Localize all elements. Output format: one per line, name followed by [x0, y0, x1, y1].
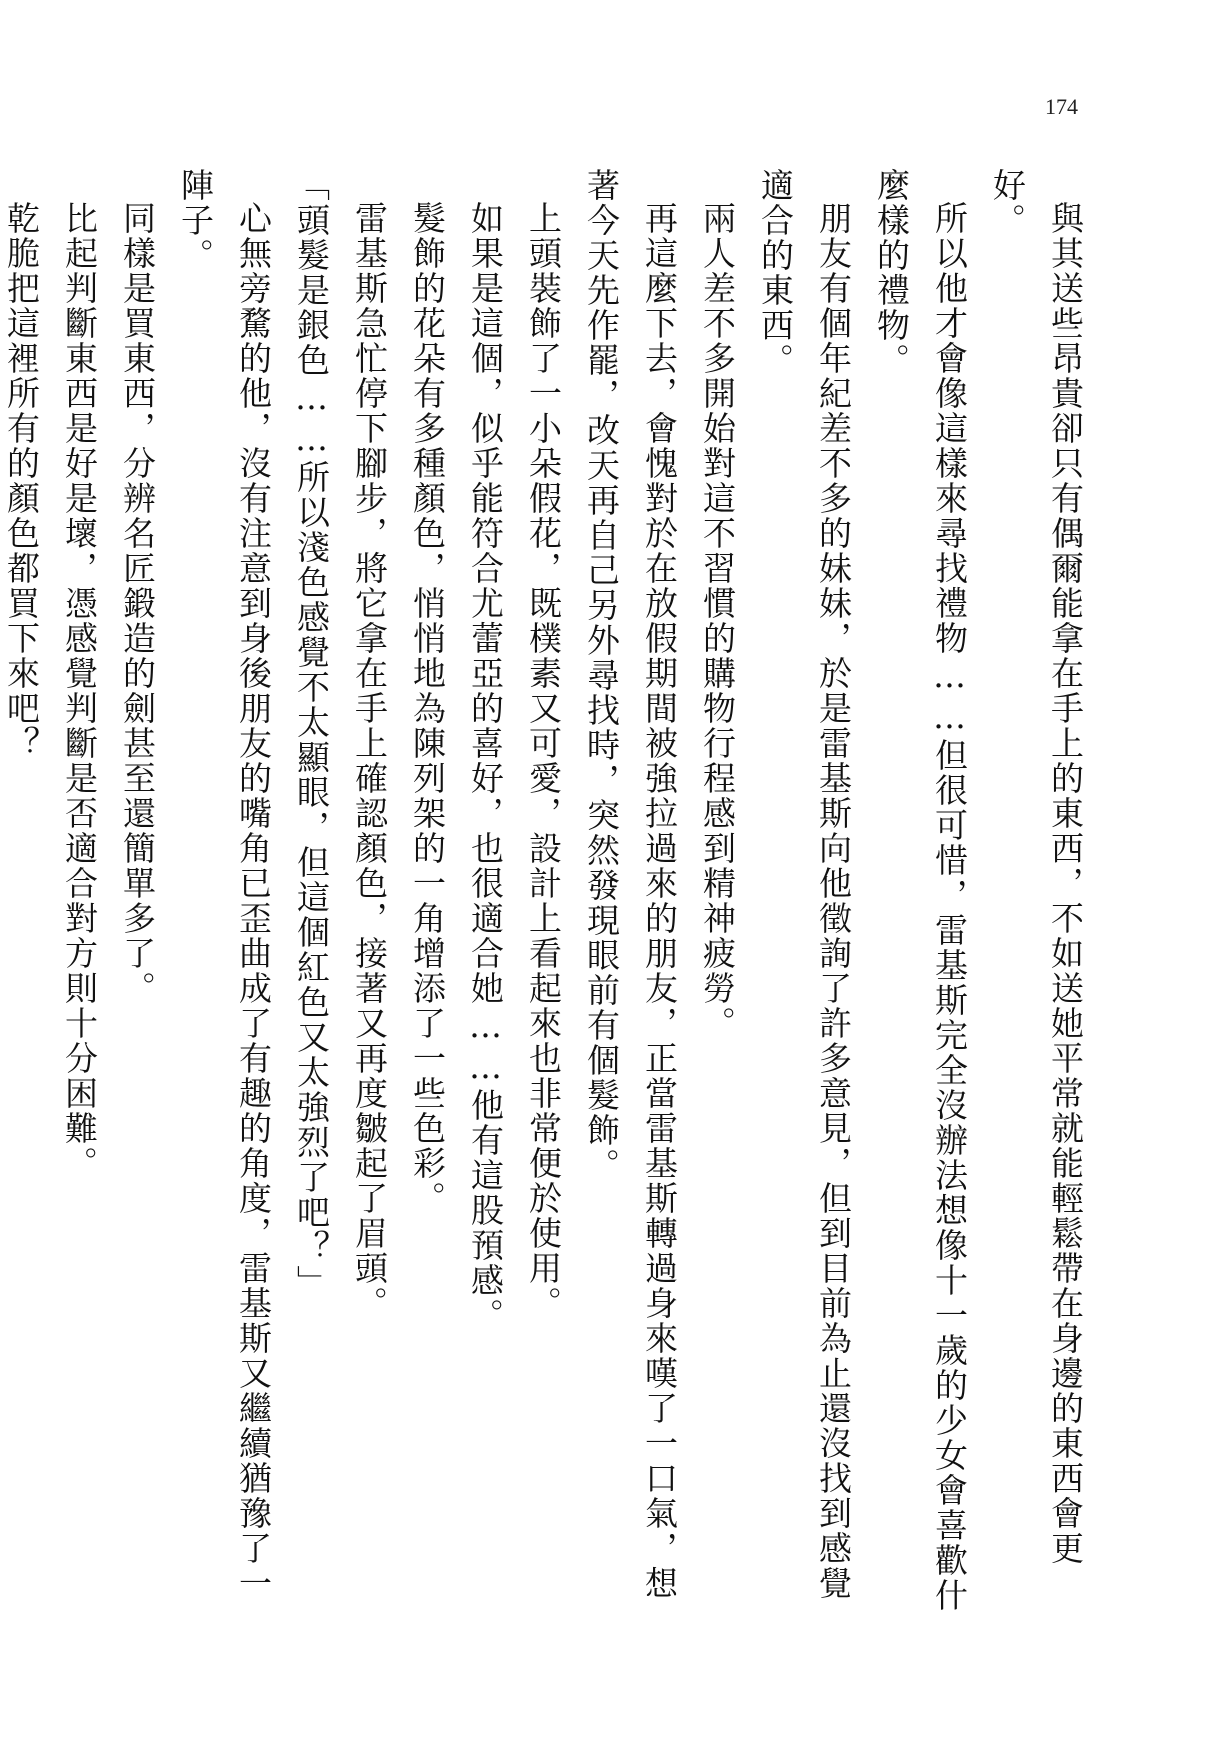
paragraph: 如果是這個，似乎能符合尤蕾亞的喜好，也很適合她……他有這股預感。	[466, 201, 505, 1333]
paragraph: 同樣是買東西，分辨名匠鍛造的劍甚至還簡單多了。	[118, 201, 157, 1006]
paragraph: 兩人差不多開始對這不習慣的購物行程感到精神疲勞。	[698, 201, 737, 1041]
body-text	[0, 168, 1094, 1613]
paragraph: 朋友有個年紀差不多的妹妹，於是雷基斯向他徵詢了許多意見，但到目前為止還沒找到感覺適合的東西。	[756, 168, 853, 1601]
paragraph: 雷基斯急忙停下腳步，將它拿在手上確認顏色，接著又再度皺起了眉頭。	[350, 201, 389, 1321]
paragraph: 乾脆把這裡所有的顏色都買下來吧？	[2, 201, 41, 761]
paragraph: 所以他才會像這樣來尋找禮物……但很可惜，雷基斯完全沒辦法想像十一歲的少女會喜歡什麼樣的禮物。	[872, 168, 969, 1613]
paragraph: 心無旁騖的他，沒有注意到身後朋友的嘴角已歪曲成了有趣的角度，雷基斯又繼續猶豫了一陣子。	[176, 168, 273, 1601]
paragraph: 髮飾的花朵有多種顏色，悄悄地為陳列架的一角增添了一些色彩。	[408, 201, 447, 1216]
paragraph: 再這麼下去，會愧對於在放假期間被強拉過來的朋友，正當雷基斯轉過身來嘆了一口氣，想著今天先作罷，改天再自己另外尋找時，突然發現眼前有個髮飾。	[582, 168, 679, 1601]
dialogue-paragraph: 「頭髮是銀色……所以淺色感覺不太顯眼，但這個紅色又太強烈了吧？」	[292, 168, 331, 1300]
paragraph: 與其送些昂貴卻只有偶爾能拿在手上的東西，不如送她平常就能輕鬆帶在身邊的東西會更好。	[988, 168, 1085, 1566]
paragraph: 比起判斷東西是好是壞，憑感覺判斷是否適合對方則十分困難。	[60, 201, 99, 1181]
page-number: 174	[1045, 94, 1078, 119]
paragraph: 上頭裝飾了一小朵假花，既樸素又可愛，設計上看起來也非常便於使用。	[524, 201, 563, 1321]
